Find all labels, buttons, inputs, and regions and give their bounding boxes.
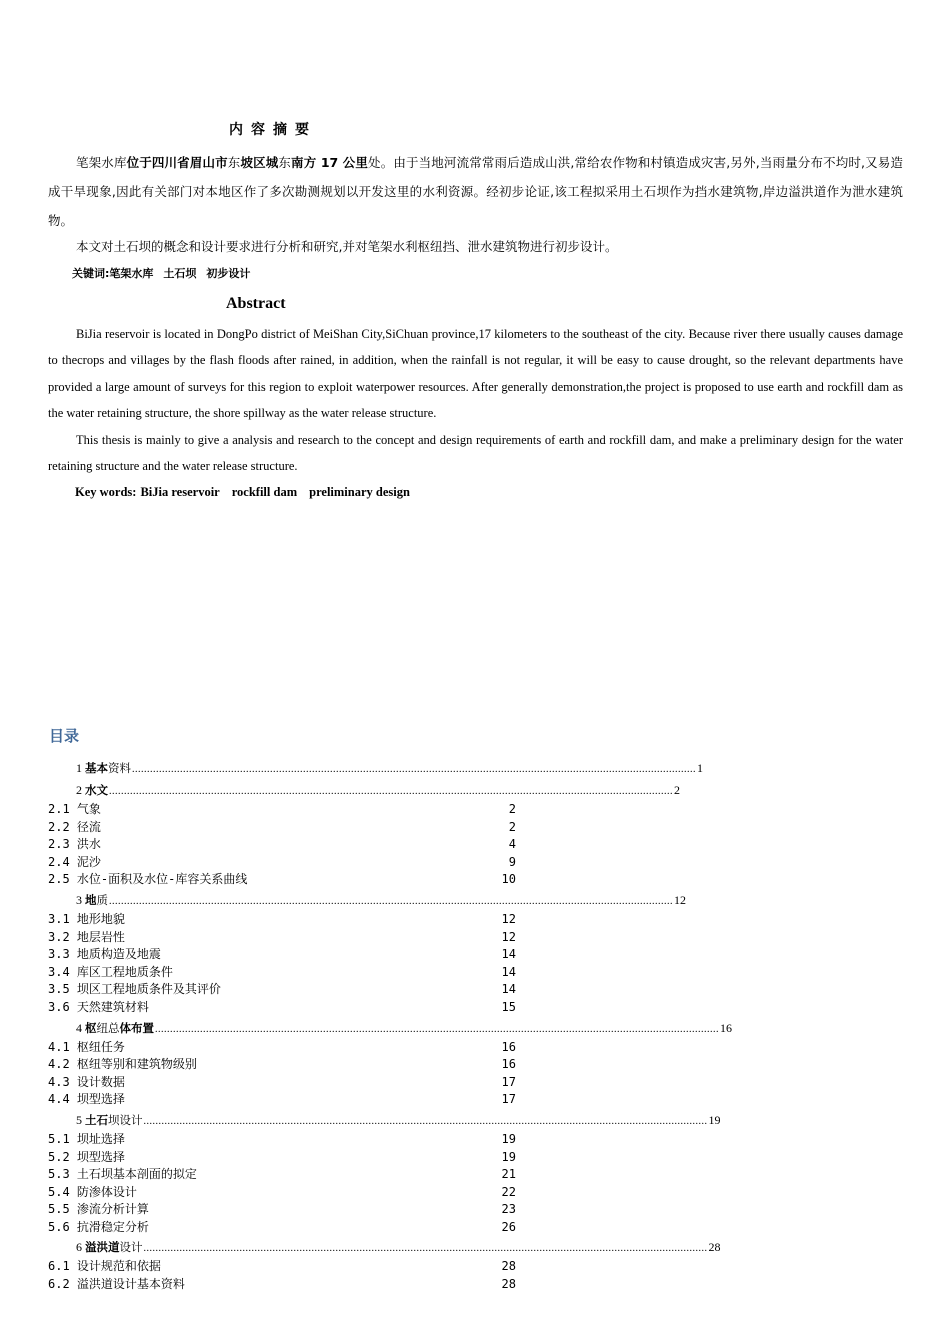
section-title: 5.6 抗滑稳定分析	[48, 1219, 149, 1234]
page-number: 16	[501, 1057, 516, 1072]
toc-section[interactable]	[48, 819, 518, 837]
chapter-title-bold: 地	[85, 892, 97, 907]
toc-section[interactable]	[48, 1149, 518, 1167]
toc-chapter-title	[76, 889, 108, 911]
page-number: 17	[501, 1074, 516, 1089]
dot-leader: ............................................................................................................................................................................................	[143, 1115, 708, 1127]
page-number: 12	[501, 911, 516, 926]
keywords-label: 关键词:	[72, 267, 110, 280]
chapter-title-rest: 质	[96, 892, 108, 907]
toc-section[interactable]	[48, 1091, 518, 1109]
section-title: 2.2 径流	[48, 819, 101, 834]
toc-chapter-2[interactable]	[48, 779, 680, 801]
toc-section[interactable]	[48, 1074, 518, 1092]
page-number: 1	[697, 761, 703, 775]
toc-section[interactable]	[48, 946, 518, 964]
page-number: 26	[501, 1219, 516, 1234]
chapter-number: 1	[76, 761, 82, 775]
page-number: 2	[508, 819, 516, 834]
text-run: 处。由于当地河流常常雨后造成山洪,常给农作物和村镇造成灾害,另外,当雨量分布不均时,又易造成干旱现象,因此有关部门对本地区作了多次勘测规划以开发这里的水利资源。经初步论证,该工程拟采用土石坝作为挡水建筑物,岸边溢洪道作为泄水建筑物。	[48, 155, 903, 228]
toc-section[interactable]	[48, 999, 518, 1017]
section-title: 5.2 坝型选择	[48, 1149, 125, 1164]
keyword: 初步设计	[206, 267, 251, 280]
page-number: 12	[501, 929, 516, 944]
toc-section[interactable]	[48, 1166, 518, 1184]
dot-leader: ............................................................................................................................................................................................	[155, 1023, 719, 1035]
toc-chapter-3[interactable]	[48, 889, 686, 911]
section-title: 4.1 枢纽任务	[48, 1039, 125, 1054]
section-title: 5.1 坝址选择	[48, 1131, 125, 1146]
toc-chapter-4[interactable]	[48, 1017, 732, 1039]
page-number: 16	[720, 1020, 732, 1035]
page-number: 19	[501, 1131, 516, 1146]
toc-section[interactable]	[48, 871, 518, 889]
page-number: 21	[501, 1167, 516, 1182]
toc-section[interactable]	[48, 854, 518, 872]
section-title: 2.5 水位-面积及水位-库容关系曲线	[48, 872, 248, 887]
toc-section[interactable]	[48, 801, 518, 819]
chapter-number: 2	[76, 783, 82, 797]
section-title: 4.3 设计数据	[48, 1074, 125, 1089]
chapter-number: 5	[76, 1112, 82, 1127]
page-number: 16	[501, 1039, 516, 1054]
chapter-title-rest: 纽总	[96, 1020, 120, 1035]
keyword: rockfill dam	[231, 485, 298, 499]
toc-chapter-title	[76, 1236, 143, 1258]
chapter-title-bold: 体布置	[119, 1020, 154, 1035]
keywords-cn	[72, 265, 260, 281]
page-number: 12	[674, 892, 686, 907]
toc-chapter-6[interactable]	[48, 1236, 721, 1258]
toc-section[interactable]	[48, 1039, 518, 1057]
section-title: 5.5 渗流分析计算	[48, 1202, 149, 1217]
section-title: 2.4 泥沙	[48, 854, 101, 869]
toc-section[interactable]	[48, 1131, 518, 1149]
section-title: 6.2 溢洪道设计基本资料	[48, 1277, 185, 1292]
toc-title: 目录	[49, 727, 80, 745]
section-title: 6.1 设计规范和依据	[48, 1259, 161, 1274]
page-number: 15	[501, 999, 516, 1014]
toc-section[interactable]	[48, 1056, 518, 1074]
page-number: 28	[501, 1259, 516, 1274]
abstract-en-paragraph-2: This thesis is mainly to give a analysis and research to the concept and design requirements of earth and rockfill dam, and make a preliminary design for the water retaining structure and the water release structure.	[48, 433, 903, 474]
page-number: 14	[501, 947, 516, 962]
chapter-title-bold: 枢	[85, 1020, 97, 1035]
page-number: 4	[508, 837, 516, 852]
toc-section[interactable]	[48, 1201, 518, 1219]
keywords-label: Key words:	[75, 485, 137, 499]
page-number: 22	[501, 1184, 516, 1199]
keyword: 土石坝	[163, 267, 197, 280]
page-number: 9	[508, 854, 516, 869]
keywords-en	[75, 485, 422, 500]
toc-chapter-title	[76, 757, 131, 779]
chapter-title-rest: 资料	[108, 761, 131, 775]
dot-leader: ............................................................................................................................................................................................	[132, 764, 696, 775]
chapter-title-bold: 土石	[85, 1112, 108, 1127]
section-title: 3.1 地形地貌	[48, 911, 125, 926]
section-title: 3.6 天然建筑材料	[48, 999, 149, 1014]
toc-section[interactable]	[48, 911, 518, 929]
abstract-cn-title: 内容摘要	[229, 122, 317, 138]
keyword: 笔架水库	[109, 267, 154, 280]
dot-leader: ............................................................................................................................................................................................	[109, 786, 673, 797]
toc-section[interactable]	[48, 1276, 518, 1294]
toc-section[interactable]	[48, 836, 518, 854]
chapter-number: 4	[76, 1020, 82, 1035]
page-number: 28	[501, 1277, 516, 1292]
chapter-number: 6	[76, 1240, 82, 1255]
toc-chapter-title	[76, 1109, 143, 1131]
section-title: 3.2 地层岩性	[48, 929, 125, 944]
section-title: 5.4 防渗体设计	[48, 1184, 137, 1199]
page-number: 19	[708, 1112, 721, 1127]
section-title: 3.4 库区工程地质条件	[48, 964, 173, 979]
chapter-title-bold: 水文	[85, 783, 108, 797]
chapter-title-rest: 设计	[119, 1240, 143, 1255]
page-number: 2	[508, 802, 516, 816]
toc-chapter-title	[76, 1017, 154, 1039]
toc-section[interactable]	[48, 1258, 518, 1276]
toc-section[interactable]	[48, 964, 518, 982]
page-number: 28	[708, 1240, 721, 1255]
keyword: preliminary design	[309, 485, 410, 499]
toc-section[interactable]	[48, 929, 518, 947]
page-number: 2	[674, 783, 680, 797]
page-number: 14	[501, 982, 516, 997]
text-run-bold: 坡区城	[240, 155, 279, 170]
section-title: 5.3 土石坝基本剖面的拟定	[48, 1167, 197, 1182]
text-run-bold: 位于四川省眉山市	[126, 155, 228, 170]
text-run: 东	[227, 155, 241, 170]
chapter-title-bold: 基本	[85, 761, 108, 775]
chapter-title-rest: 坝设计	[108, 1112, 143, 1127]
toc-chapter-title	[76, 779, 108, 801]
toc-section[interactable]	[48, 1219, 518, 1237]
keyword: BiJia reservoir	[140, 485, 220, 499]
toc-section[interactable]	[48, 1184, 518, 1202]
table-of-contents	[48, 757, 732, 1294]
page-number: 14	[501, 964, 516, 979]
dot-leader: ............................................................................................................................................................................................	[109, 895, 673, 907]
page-number: 10	[501, 872, 516, 887]
section-title: 2.1 气象	[48, 802, 101, 816]
section-title: 2.3 洪水	[48, 837, 101, 852]
dot-leader: ............................................................................................................................................................................................	[143, 1243, 708, 1255]
chapter-title-bold: 溢洪道	[85, 1240, 120, 1255]
text-run: 笔架水库	[76, 155, 127, 170]
abstract-en-title: Abstract	[226, 295, 286, 312]
abstract-en-paragraph-1: BiJia reservoir is located in DongPo district of MeiShan City,SiChuan province,17 kilometers to the southeast of the city. Because river there usually causes damage to thecrops and villages by the flash floods after rained, in addition, when the rainfall is not regular, it will be easy to cause drought, so the relevant departments have provided a large amount of surveys for this region to exploit waterpower resources. After generally demonstration,the project is proposed to use earth and rockfill dam as the water retaining structure, the shore spillway as the water release structure.	[48, 327, 903, 421]
page-number: 17	[501, 1092, 516, 1107]
toc-section[interactable]	[48, 981, 518, 999]
page-number: 23	[501, 1202, 516, 1217]
section-title: 3.3 地质构造及地震	[48, 947, 161, 962]
section-title: 4.4 坝型选择	[48, 1092, 125, 1107]
page-number: 19	[501, 1149, 516, 1164]
abstract-cn-paragraph-1	[48, 148, 903, 235]
abstract-cn-paragraph-2: 本文对土石坝的概念和设计要求进行分析和研究,并对笔架水利枢纽挡、泄水建筑物进行初步设计。	[76, 239, 618, 254]
toc-chapter-1[interactable]	[48, 757, 703, 779]
section-title: 3.5 坝区工程地质条件及其评价	[48, 982, 221, 997]
toc-chapter-5[interactable]	[48, 1109, 721, 1131]
chapter-number: 3	[76, 892, 82, 907]
text-run-bold: 南方 17 公里	[291, 155, 369, 170]
text-run: 东	[278, 155, 292, 170]
section-title: 4.2 枢纽等别和建筑物级别	[48, 1057, 197, 1072]
